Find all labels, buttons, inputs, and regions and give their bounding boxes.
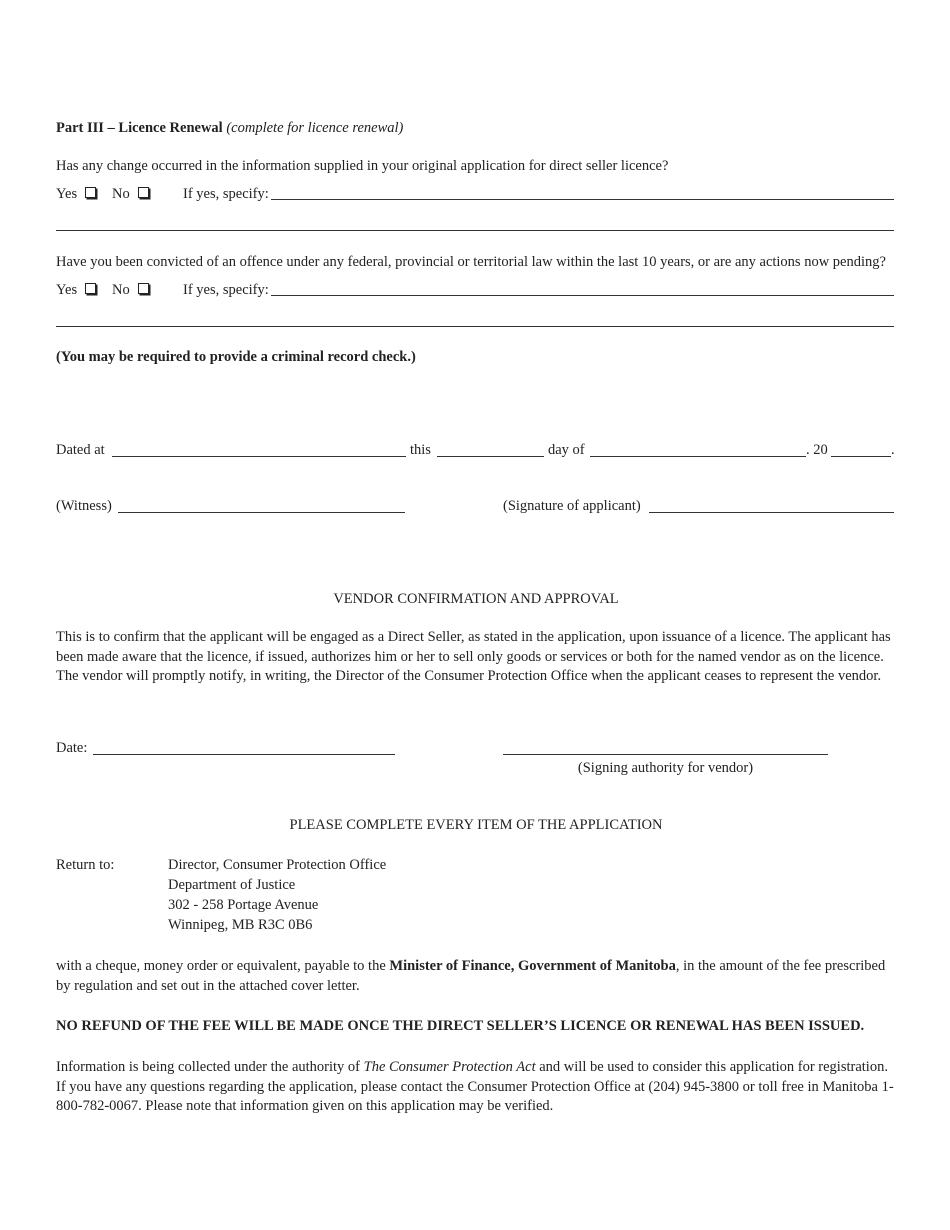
vendor-title: VENDOR CONFIRMATION AND APPROVAL — [333, 591, 619, 607]
vendor-date-line[interactable] — [93, 754, 395, 755]
dated-end: . — [891, 442, 895, 458]
q2-yes-option[interactable] — [56, 281, 96, 299]
payment-text-before: with a cheque, money order or equivalent, payable to the — [56, 958, 390, 974]
q1-yes-label: Yes — [56, 186, 78, 202]
part3-heading: Part III – Licence Renewal — [56, 120, 223, 136]
year-line[interactable] — [831, 456, 891, 457]
vendor-date-label: Date: — [56, 740, 88, 756]
info-text-before: Information is being collected under the authority of — [56, 1059, 364, 1075]
day-line[interactable] — [437, 456, 544, 457]
q2-yes-checkbox[interactable] — [85, 283, 96, 294]
return-address-line: Winnipeg, MB R3C 0B6 — [168, 917, 313, 933]
q2-no-option[interactable] — [112, 281, 149, 299]
vendor-signing-line[interactable] — [503, 754, 828, 755]
witness-label: (Witness) — [56, 498, 112, 514]
day-of-label: day of — [548, 442, 585, 458]
q2-specify-line[interactable] — [271, 295, 894, 296]
month-line[interactable] — [590, 456, 806, 457]
q1-no-option[interactable] — [112, 185, 149, 203]
witness-line[interactable] — [118, 512, 405, 513]
vendor-signing-label: (Signing authority for vendor) — [577, 760, 754, 776]
dated-at-label: Dated at — [56, 442, 105, 458]
q2-no-label: No — [112, 282, 130, 298]
q2-no-checkbox[interactable] — [138, 283, 149, 294]
criminal-record-note: (You may be required to provide a criminal record check.) — [56, 349, 416, 365]
complete-notice: PLEASE COMPLETE EVERY ITEM OF THE APPLICATION — [289, 817, 663, 833]
q2-specify-label: If yes, specify: — [183, 282, 269, 298]
return-address-line: 302 - 258 Portage Avenue — [168, 897, 319, 913]
q1-specify-line-2[interactable] — [56, 230, 894, 231]
year-prefix: . 20 — [806, 442, 828, 458]
q1-no-checkbox[interactable] — [138, 187, 149, 198]
question-conviction: Have you been convicted of an offence under any federal, provincial or territorial law within the last 10 years, or are any actions now pending? — [56, 254, 886, 270]
act-name: The Consumer Protection Act — [363, 1059, 536, 1075]
dated-at-line[interactable] — [112, 456, 406, 457]
q1-yes-checkbox[interactable] — [85, 187, 96, 198]
payment-paragraph — [56, 957, 896, 996]
q1-no-label: No — [112, 186, 130, 202]
return-address-line: Department of Justice — [168, 877, 296, 893]
return-to-label: Return to: — [56, 857, 115, 873]
signature-line[interactable] — [649, 512, 894, 513]
signature-label: (Signature of applicant) — [503, 498, 641, 514]
q2-yes-label: Yes — [56, 282, 78, 298]
vendor-body: This is to confirm that the applicant will be engaged as a Direct Seller, as stated in the application, upon issuance of a licence. The applicant has been made aware that the licence, if issued, authorizes him or her to sell only goods or services or both for the named vendor as on the licence. The vendor will promptly notify, in writing, the Director of the Consumer Protection Office when the applicant ceases to represent the vendor. — [56, 629, 891, 684]
no-refund-notice: NO REFUND OF THE FEE WILL BE MADE ONCE THE DIRECT SELLER’S LICENCE OR RENEWAL HAS BEEN ISSUED. — [56, 1018, 865, 1034]
info-paragraph — [56, 1058, 896, 1117]
return-address-line: Director, Consumer Protection Office — [168, 857, 387, 873]
this-label: this — [410, 442, 431, 458]
q1-specify-label: If yes, specify: — [183, 186, 269, 202]
payment-text-after: , in the amount of the fee prescribed by regulation and set out in the attached cover letter. — [56, 958, 886, 994]
payee-name: Minister of Finance, Government of Manitoba — [389, 958, 676, 974]
part3-heading-row — [56, 119, 403, 137]
part3-heading-note: (complete for licence renewal) — [226, 120, 404, 136]
q2-specify-line-2[interactable] — [56, 326, 894, 327]
info-text-after: and will be used to consider this application for registration. If you have any questions regarding the application, please contact the Consumer Protection Office at (204) 945-3800 or toll free in Manitoba 1-800-782-0067. Please note that information given on this application may be verified. — [56, 1059, 894, 1114]
question-change: Has any change occurred in the information supplied in your original application for direct seller licence? — [56, 158, 669, 174]
q1-specify-line[interactable] — [271, 199, 894, 200]
q1-yes-option[interactable] — [56, 185, 96, 203]
